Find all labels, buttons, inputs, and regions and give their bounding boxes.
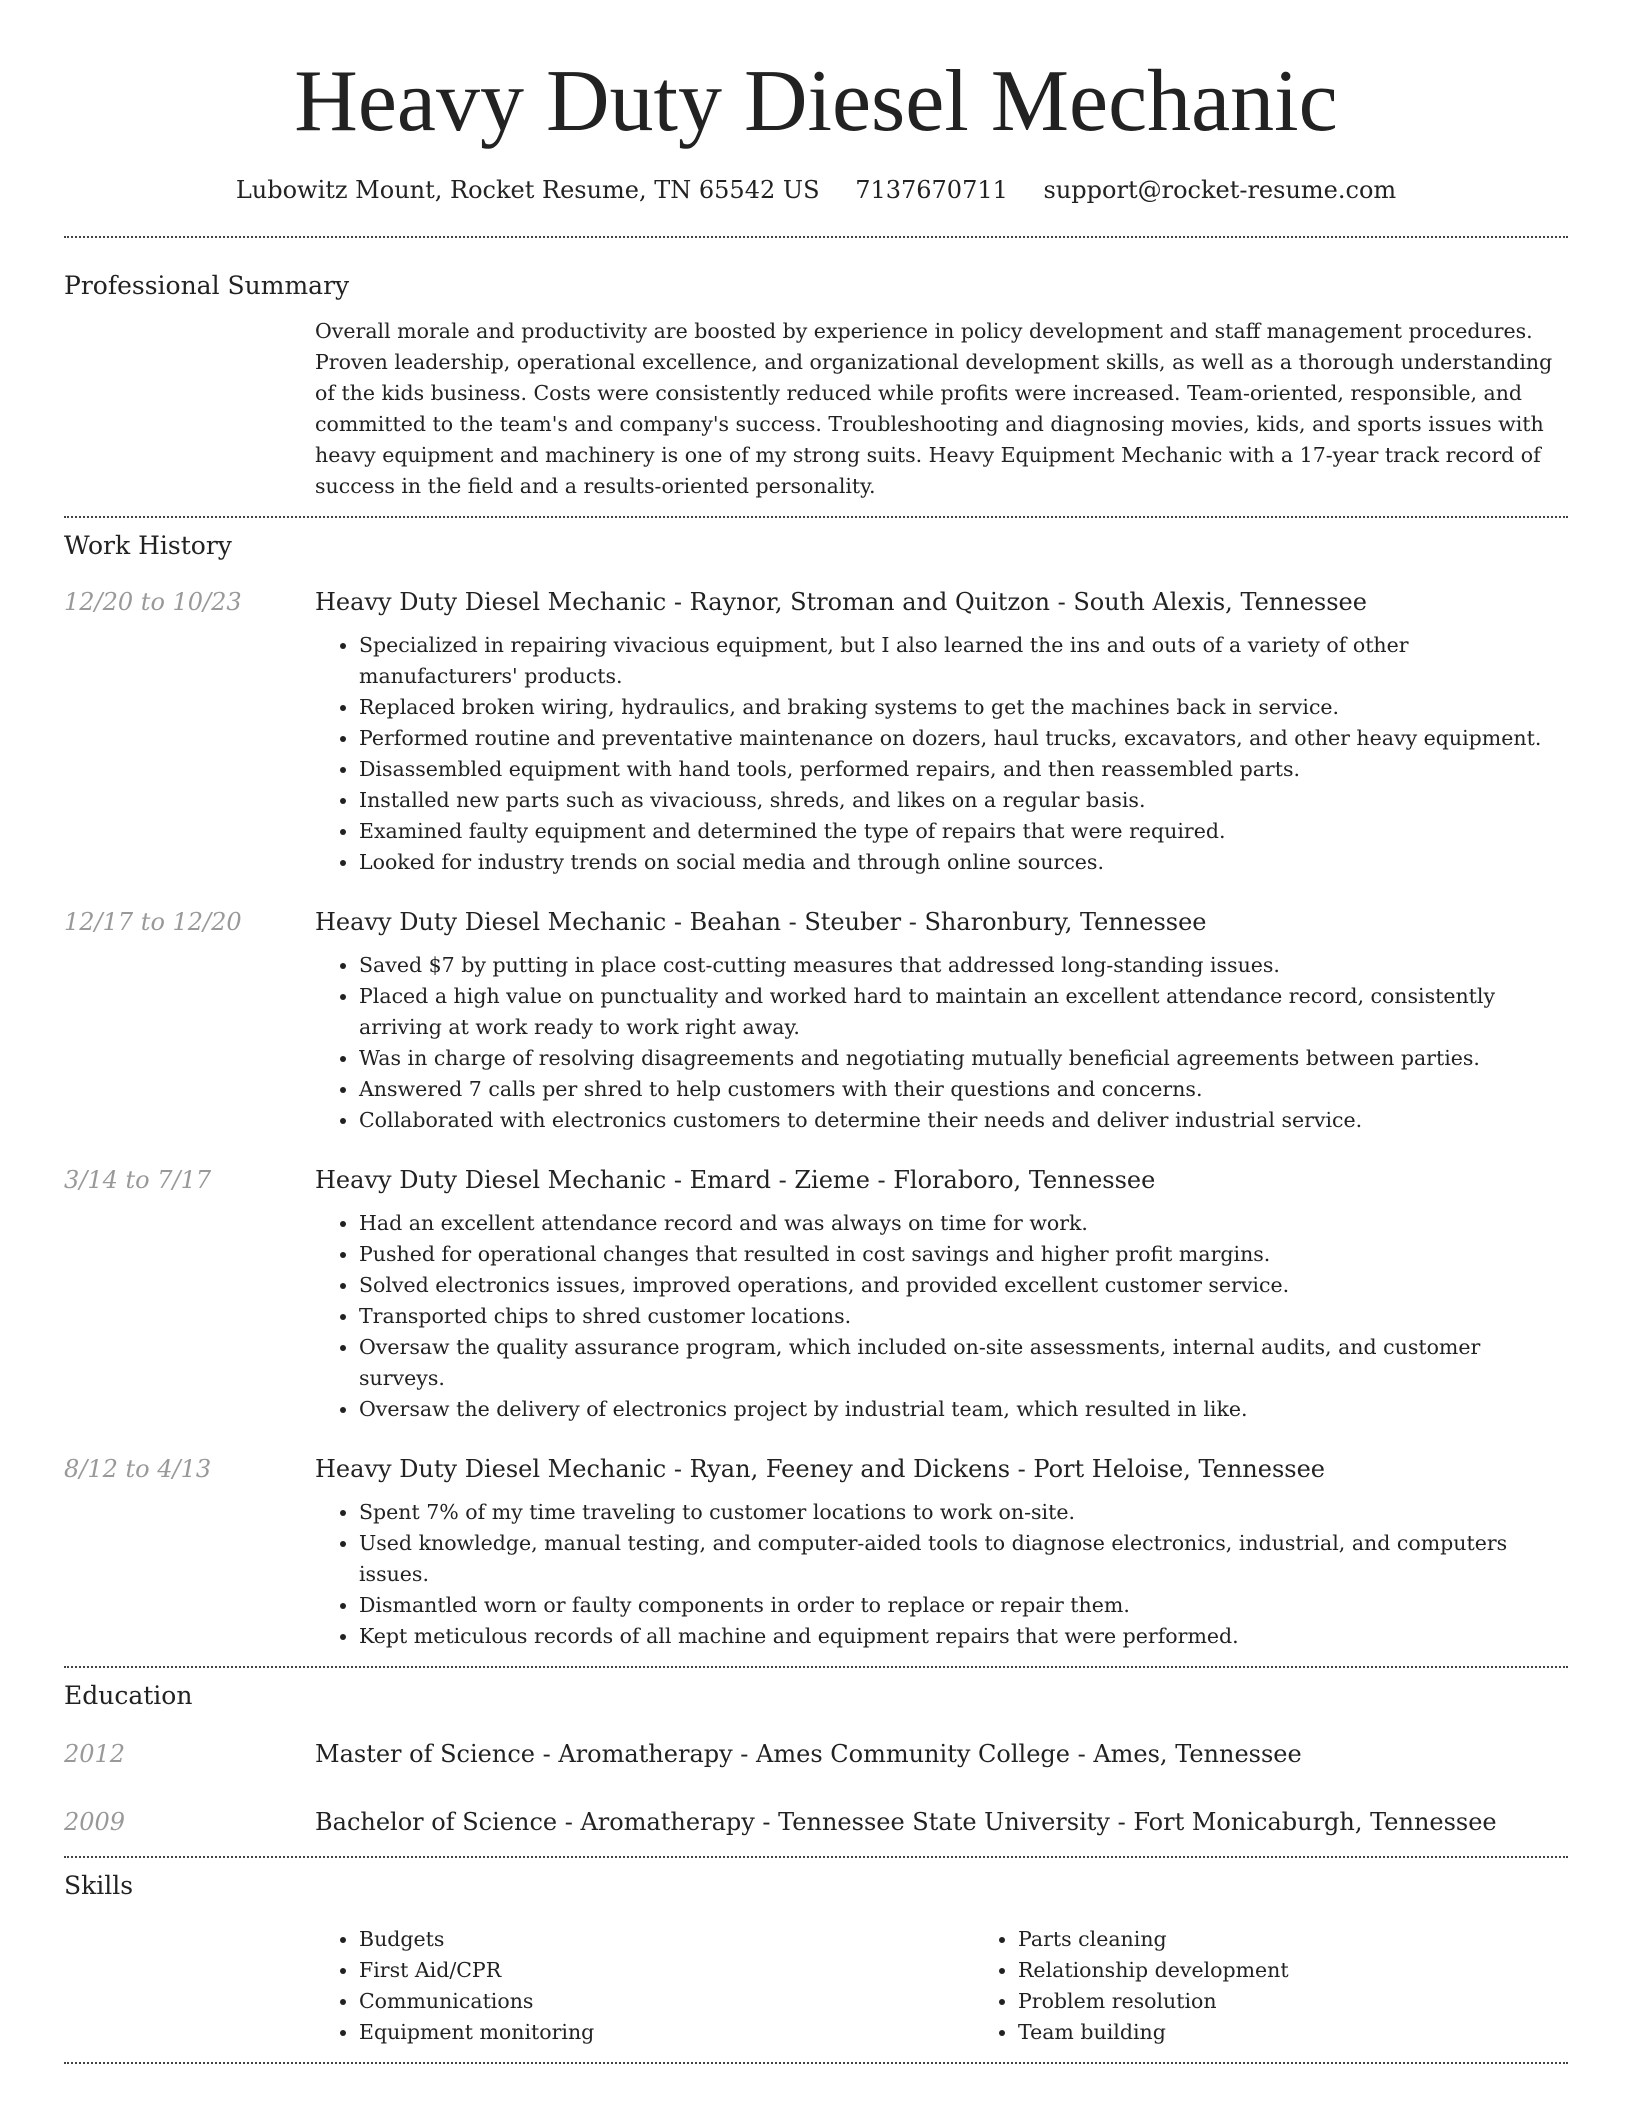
work-history-heading: Work History [64,531,232,560]
job-bullet: • Performed routine and preventative maintenance on dozers, haul trucks, excavators, and other heavy equipment. [359,723,1568,754]
skill-item: • First Aid/CPR [359,1955,974,1986]
skill-item: • Budgets [359,1924,974,1955]
resume-header [64,0,1568,208]
divider [64,1856,1568,1858]
job-bullet: • Kept meticulous records of all machine and equipment repairs that were performed. [359,1621,1568,1652]
skill-item: • Communications [359,1986,974,2017]
skills-heading: Skills [64,1871,134,1900]
education-year: 2012 [64,1740,126,1768]
job-bullet: • Transported chips to shred customer locations. [359,1301,1568,1332]
job-dates: 8/12 to 4/13 [64,1455,212,1483]
job-bullets [315,950,1568,1136]
job-entry [64,904,1568,1136]
education-section [64,1678,1568,1840]
skills-grid [315,1924,1632,2048]
education-degree: Master of Science - Aromatherapy - Ames Community College - Ames, Tennessee [315,1740,1302,1768]
job-bullet: • Dismantled worn or faulty components in order to replace or repair them. [359,1590,1568,1621]
job-dates: 3/14 to 7/17 [64,1166,212,1194]
skills-list-left [315,1924,974,2048]
job-bullet: • Answered 7 calls per shred to help customers with their questions and concerns. [359,1074,1568,1105]
education-entry [64,1804,1568,1840]
divider [64,516,1568,518]
job-bullet: • Disassembled equipment with hand tools, performed repairs, and then reassembled parts. [359,754,1568,785]
job-bullet: • Replaced broken wiring, hydraulics, and braking systems to get the machines back in service. [359,692,1568,723]
job-bullet: • Oversaw the quality assurance program, which included on-site assessments, internal audits, and customer surveys. [359,1332,1568,1394]
job-bullet: • Collaborated with electronics customers to determine their needs and deliver industrial service. [359,1105,1568,1136]
job-entry [64,1162,1568,1425]
job-bullet: • Installed new parts such as vivaciouss, shreds, and likes on a regular basis. [359,785,1568,816]
candidate-name: Heavy Duty Diesel Mechanic [294,53,1338,150]
education-year: 2009 [64,1808,126,1836]
education-heading: Education [64,1681,193,1710]
job-bullet: • Was in charge of resolving disagreements and negotiating mutually beneficial agreements between parties. [359,1043,1568,1074]
job-bullet: • Examined faulty equipment and determined the type of repairs that were required. [359,816,1568,847]
summary-section [64,268,1568,502]
skill-item: • Parts cleaning [1018,1924,1632,1955]
job-dates: 12/20 to 10/23 [64,588,242,616]
summary-heading: Professional Summary [64,271,350,300]
job-bullets [315,1208,1568,1425]
job-bullet: • Spent 7% of my time traveling to customer locations to work on-site. [359,1497,1568,1528]
skills-section [64,1868,1568,2048]
contact-address: Lubowitz Mount, Rocket Resume, TN 65542 US [235,176,820,204]
job-entry [64,1451,1568,1652]
skill-item: • Problem resolution [1018,1986,1632,2017]
job-bullet: • Saved $7 by putting in place cost-cutting measures that addressed long-standing issues. [359,950,1568,981]
skills-list-right [974,1924,1632,2048]
job-bullet: • Pushed for operational changes that resulted in cost savings and higher profit margins. [359,1239,1568,1270]
job-bullet: • Solved electronics issues, improved operations, and provided excellent customer service. [359,1270,1568,1301]
divider [64,236,1568,238]
job-heading: Heavy Duty Diesel Mechanic - Ryan, Feeney and Dickens - Port Heloise, Tennessee [315,1455,1326,1483]
job-bullet: • Placed a high value on punctuality and worked hard to maintain an excellent attendance record, consistently arriving at work ready to work right away. [359,981,1568,1043]
job-bullet: • Looked for industry trends on social media and through online sources. [359,847,1568,878]
job-bullet: • Had an excellent attendance record and was always on time for work. [359,1208,1568,1239]
job-bullets [315,1497,1568,1652]
contact-email: support@rocket-resume.com [1043,176,1397,204]
summary-text: Overall morale and productivity are boosted by experience in policy development and staff management procedures. Proven leadership, operational excellence, and organizational development skills, as well as a thorough understanding of the kids business. Costs were consistently reduced while profits were increased. Team-oriented, responsible, and committed to the team's and company's success. Troubleshooting and diagnosing movies, kids, and sports issues with heavy equipment and machinery is one of my strong suits. Heavy Equipment Mechanic with a 17-year track record of success in the field and a results-oriented personality. [315,319,1553,498]
divider [64,2062,1568,2064]
job-heading: Heavy Duty Diesel Mechanic - Beahan - Steuber - Sharonbury, Tennessee [315,908,1207,936]
education-entry [64,1736,1568,1772]
contact-phone: 7137670711 [855,176,1008,204]
contact-line [64,172,1568,208]
skill-item: • Equipment monitoring [359,2017,974,2048]
job-dates: 12/17 to 12/20 [64,908,242,936]
divider [64,1666,1568,1668]
job-bullet: • Used knowledge, manual testing, and computer-aided tools to diagnose electronics, industrial, and computers issues. [359,1528,1568,1590]
work-history-section [64,528,1568,1652]
job-heading: Heavy Duty Diesel Mechanic - Raynor, Stroman and Quitzon - South Alexis, Tennessee [315,588,1367,616]
job-heading: Heavy Duty Diesel Mechanic - Emard - Zieme - Floraboro, Tennessee [315,1166,1156,1194]
job-bullet: • Oversaw the delivery of electronics project by industrial team, which resulted in like. [359,1394,1568,1425]
job-entry [64,584,1568,878]
job-bullets [315,630,1568,878]
education-degree: Bachelor of Science - Aromatherapy - Tennessee State University - Fort Monicaburgh, Tennessee [315,1808,1497,1836]
job-bullet: • Specialized in repairing vivacious equipment, but I also learned the ins and outs of a variety of other manufacturers' products. [359,630,1568,692]
skill-item: • Relationship development [1018,1955,1632,1986]
skill-item: • Team building [1018,2017,1632,2048]
